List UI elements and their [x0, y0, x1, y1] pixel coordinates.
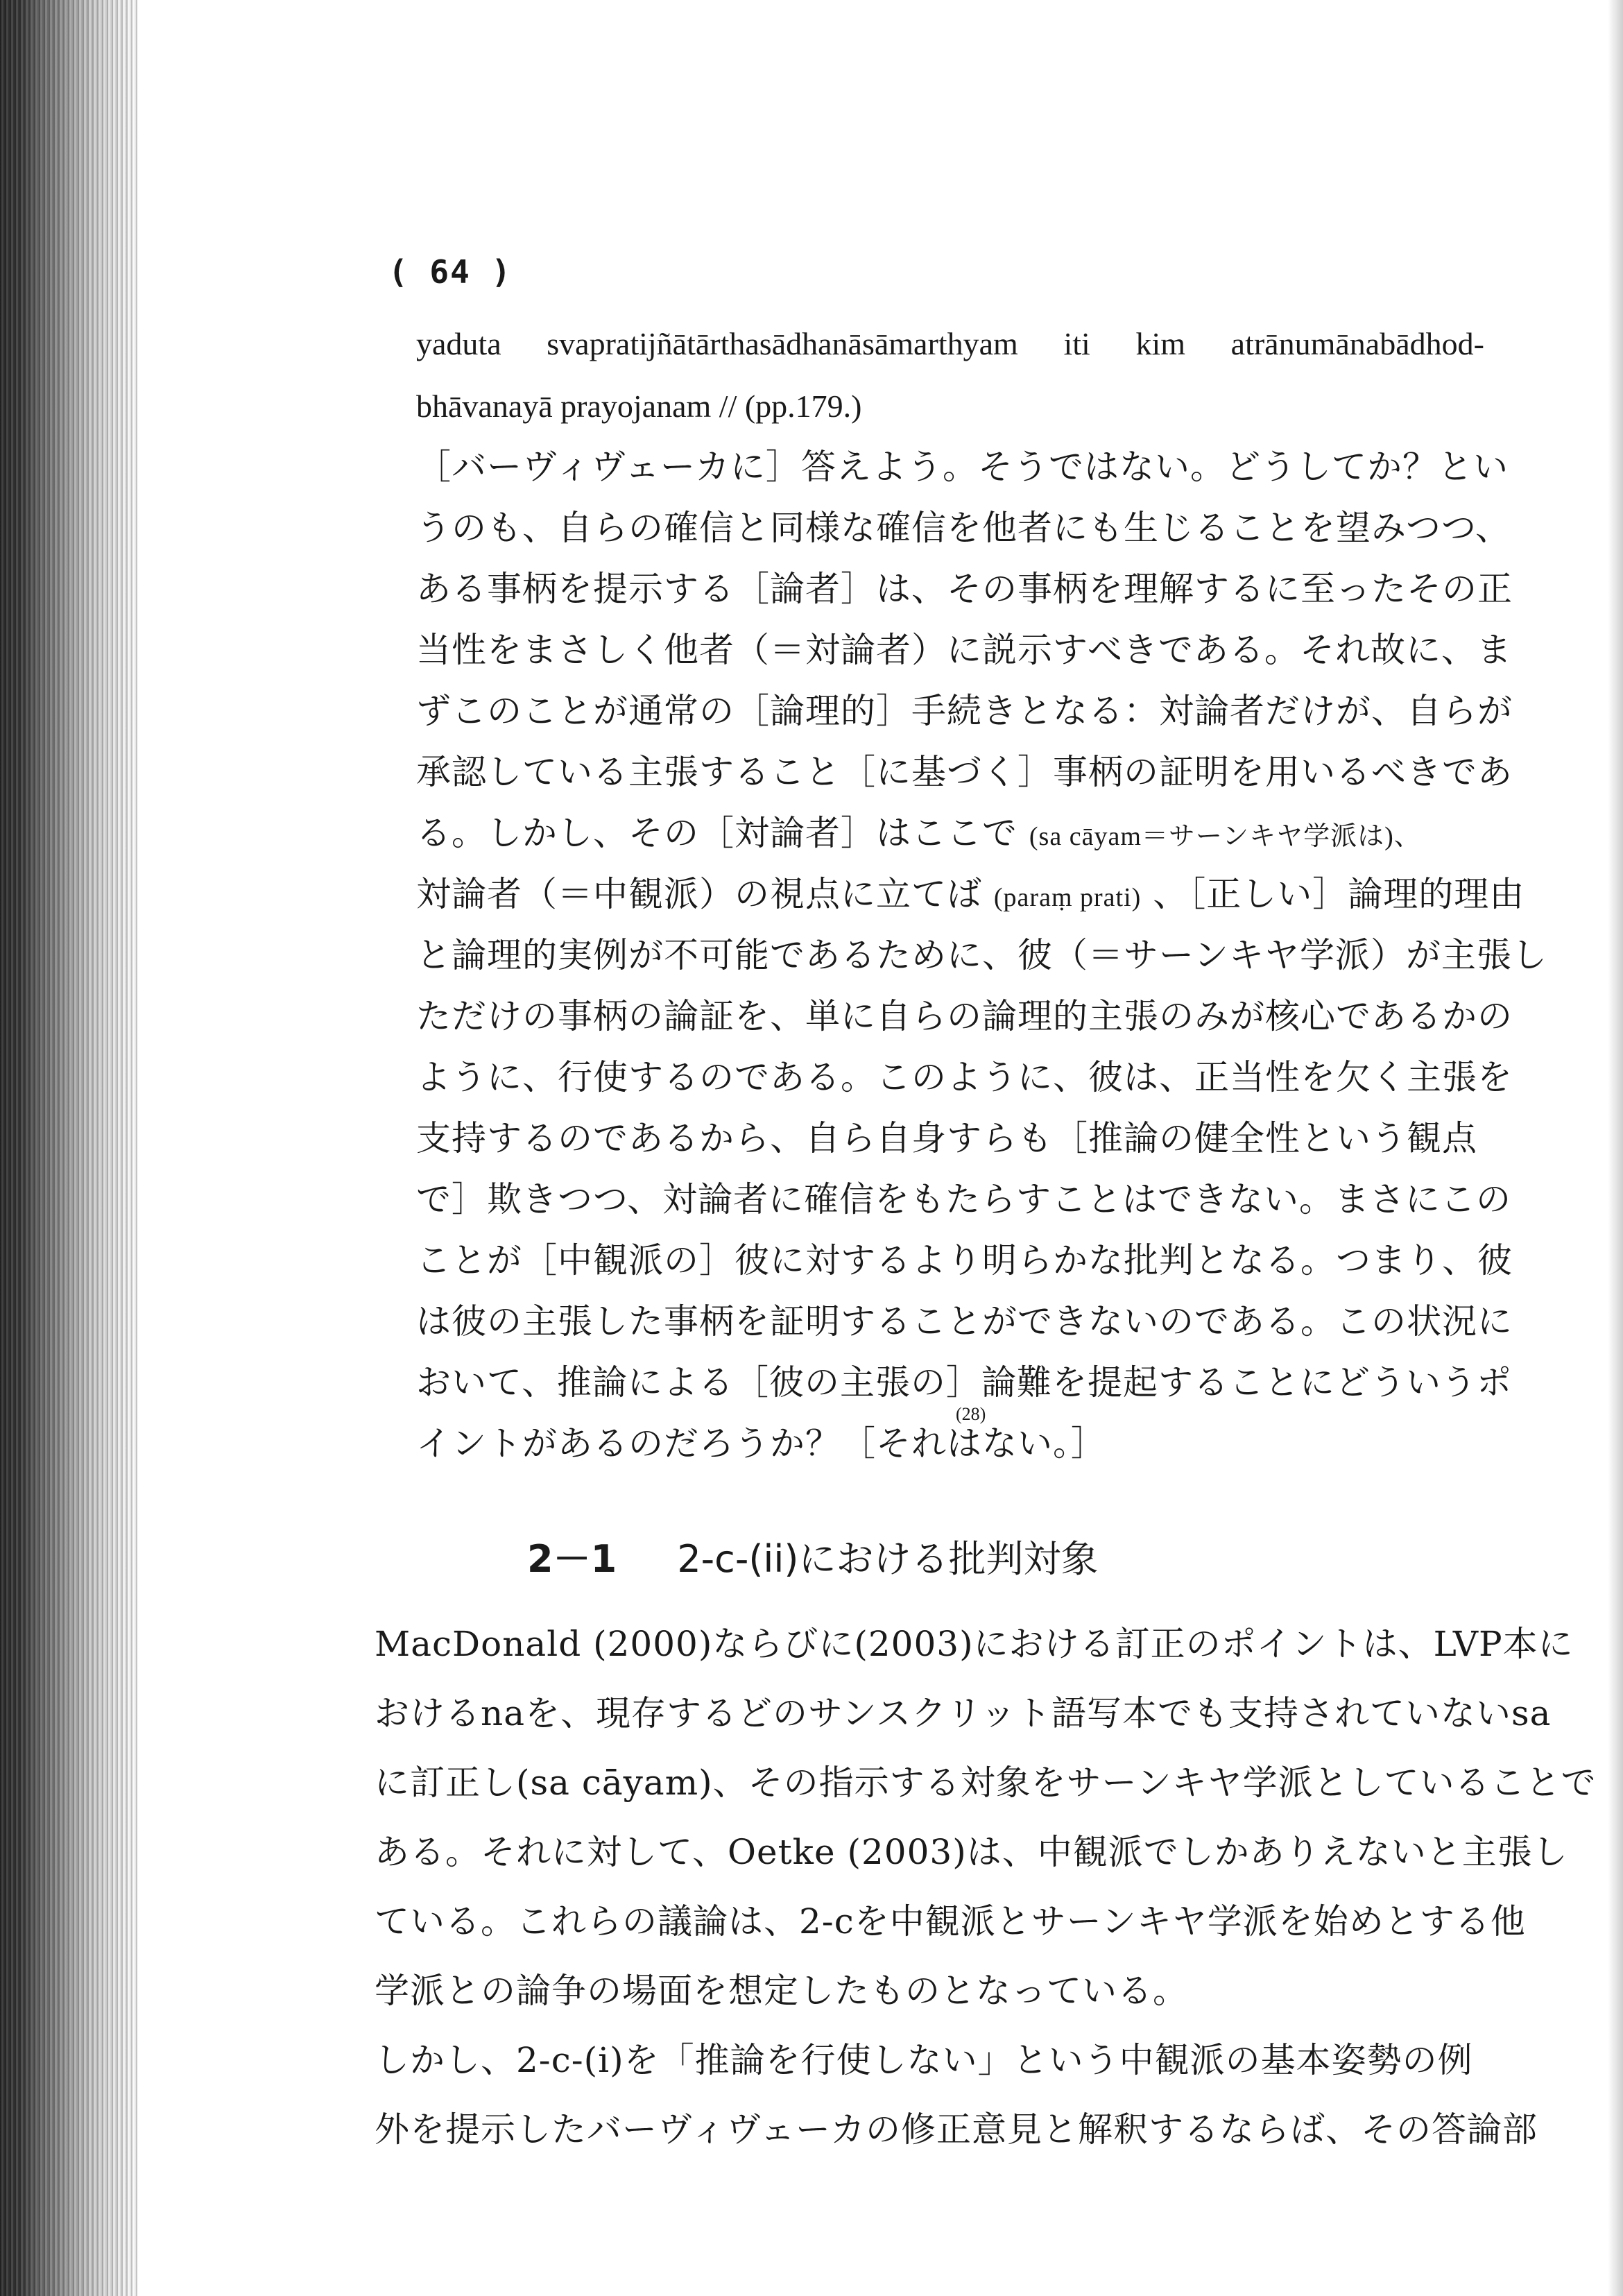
- inline-sanskrit-gloss: (paraṃ prati): [993, 883, 1142, 912]
- translation-line: ずこのことが通常の［論理的］手続きとなる：対論者だけが、自らが: [416, 691, 1513, 731]
- body-line: 学派との論争の場面を想定したものとなっている。: [375, 1971, 1188, 2011]
- section-heading: [527, 1530, 1099, 1583]
- quote-word: yaduta: [416, 326, 501, 361]
- section-number: 2－1: [527, 1537, 617, 1581]
- translation-line: おいて、推論による［彼の主張の］論難を提起することにどういうポ: [416, 1362, 1512, 1403]
- translation-line: ただけの事柄の論証を、単に自らの論理的主張のみが核心であるかの: [416, 996, 1513, 1036]
- translation-line: ［バーヴィヴェーカに］答えよう。そうではない。どうしてか？とい: [416, 447, 1509, 487]
- translation-line: で］欺きつつ、対論者に確信をもたらすことはできない。まさにこの: [416, 1179, 1511, 1219]
- translation-line: 当性をまさしく他者（＝対論者）に説示すべきである。それ故に、ま: [416, 630, 1512, 670]
- body-line: に訂正し(sa cāyam)、その指示する対象をサーンキヤ学派としていることで: [375, 1763, 1597, 1803]
- body-line: おけるnaを、現存するどのサンスクリット語写本でも支持されていないsa: [375, 1693, 1552, 1733]
- footnote-marker: (28): [956, 1404, 986, 1424]
- body-line: ている。これらの議論は、2-cを中観派とサーンキヤ学派を始めとする他: [375, 1901, 1526, 1942]
- translation-text: る。しかし、その［対論者］はここで: [416, 813, 1017, 853]
- translation-line: と論理的実例が不可能であるために、彼（＝サーンキヤ学派）が主張し: [416, 935, 1547, 975]
- translation-text: 、［正しい］論理的理由: [1153, 874, 1525, 914]
- quote-line-1: [416, 325, 1484, 363]
- page-number: ( 64 ): [388, 253, 513, 291]
- translation-line: ように、行使するのである。このように、彼は、正当性を欠く主張を: [416, 1057, 1513, 1097]
- right-edge-shadow: [1608, 0, 1623, 2296]
- translation-line: は彼の主張した事柄を証明することができないのである。この状況に: [416, 1301, 1513, 1342]
- translation-line: 承認している主張すること［に基づく］事柄の証明を用いるべきであ: [416, 752, 1513, 792]
- translation-line-7: [416, 813, 1484, 853]
- translation-line: ある事柄を提示する［論者］は、その事柄を理解するに至ったその正: [416, 569, 1513, 609]
- binding-streaks: [0, 0, 139, 2296]
- translation-line-8: [416, 874, 1525, 914]
- translation-line: うのも、自らの確信と同様な確信を他者にも生じることを望みつつ、: [416, 508, 1511, 548]
- inline-sanskrit-gloss: (sa cāyam＝サーンキヤ学派は)、: [1029, 822, 1421, 851]
- quote-word: svapratijñātārthasādhanāsāmarthyam: [547, 326, 1018, 361]
- translation-line: イントがあるのだろうか？［それはない。］: [416, 1423, 1106, 1464]
- quote-word: atrānumānabādhod-: [1230, 326, 1484, 361]
- quote-line-2: bhāvanayā prayojanam // (pp.179.): [416, 388, 862, 424]
- translation-line: 支持するのであるから、自ら自身すらも［推論の健全性という観点: [416, 1118, 1477, 1158]
- body-line: 外を提示したバーヴィヴェーカの修正意見と解釈するならば、その答論部: [375, 2109, 1538, 2150]
- body-line: ある。それに対して、Oetke (2003)は、中観派でしかありえないと主張し: [375, 1832, 1568, 1872]
- body-line: MacDonald (2000)ならびに(2003)における訂正のポイントは、LVP本に: [375, 1624, 1574, 1664]
- quote-word: kim: [1135, 326, 1185, 361]
- translation-text: 対論者（＝中観派）の視点に立てば: [416, 874, 982, 914]
- translation-line: ことが［中観派の］彼に対するより明らかな批判となる。つまり、彼: [416, 1240, 1513, 1280]
- quote-word: iti: [1063, 326, 1090, 361]
- section-title: 2-c-(ii)における批判対象: [677, 1537, 1099, 1581]
- body-line: しかし、2-c-(i)を「推論を行使しない」という中観派の基本姿勢の例: [375, 2040, 1473, 2080]
